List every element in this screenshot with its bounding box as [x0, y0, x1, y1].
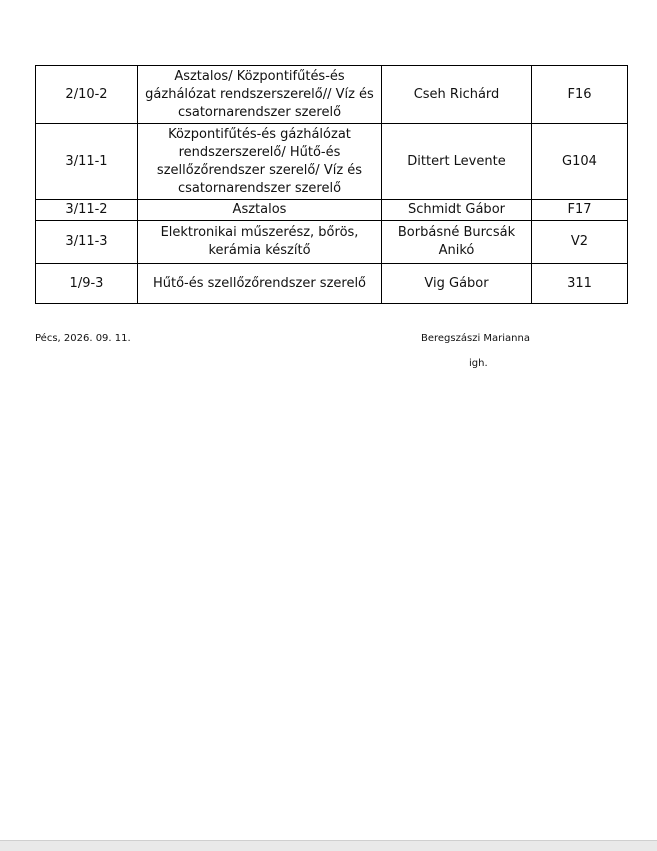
viewer-bottom-edge: [0, 840, 657, 851]
room-cell: F17: [532, 200, 628, 221]
room-cell: F16: [532, 66, 628, 124]
table-row: [36, 221, 628, 264]
class-schedule-table: [35, 65, 628, 304]
profession-cell: Asztalos/ Központifűtés-és gázhálózat rendszerszerelő// Víz és csatornarendszer szerelő: [138, 66, 382, 124]
class-id-cell: 3/11-3: [36, 221, 138, 264]
teacher-cell: Schmidt Gábor: [382, 200, 532, 221]
table-row: [36, 200, 628, 221]
teacher-cell: Borbásné Burcsák Anikó: [382, 221, 532, 264]
room-cell: G104: [532, 124, 628, 200]
profession-cell: Központifűtés-és gázhálózat rendszerszerelő/ Hűtő-és szellőzőrendszer szerelő/ Víz és csatornarendszer szerelő: [138, 124, 382, 200]
profession-cell: Hűtő-és szellőzőrendszer szerelő: [138, 264, 382, 304]
class-id-cell: 3/11-1: [36, 124, 138, 200]
class-id-cell: 2/10-2: [36, 66, 138, 124]
signer-title: igh.: [469, 358, 488, 369]
profession-cell: Asztalos: [138, 200, 382, 221]
place-date: Pécs, 2026. 09. 11.: [35, 333, 131, 344]
table-row: [36, 264, 628, 304]
teacher-cell: Dittert Levente: [382, 124, 532, 200]
teacher-cell: Vig Gábor: [382, 264, 532, 304]
table-row: [36, 124, 628, 200]
teacher-cell: Cseh Richárd: [382, 66, 532, 124]
room-cell: 311: [532, 264, 628, 304]
profession-cell: Elektronikai műszerész, bőrös, kerámia készítő: [138, 221, 382, 264]
signer-name: Beregszászi Marianna: [421, 333, 530, 344]
class-id-cell: 3/11-2: [36, 200, 138, 221]
class-id-cell: 1/9-3: [36, 264, 138, 304]
table-row: [36, 66, 628, 124]
room-cell: V2: [532, 221, 628, 264]
